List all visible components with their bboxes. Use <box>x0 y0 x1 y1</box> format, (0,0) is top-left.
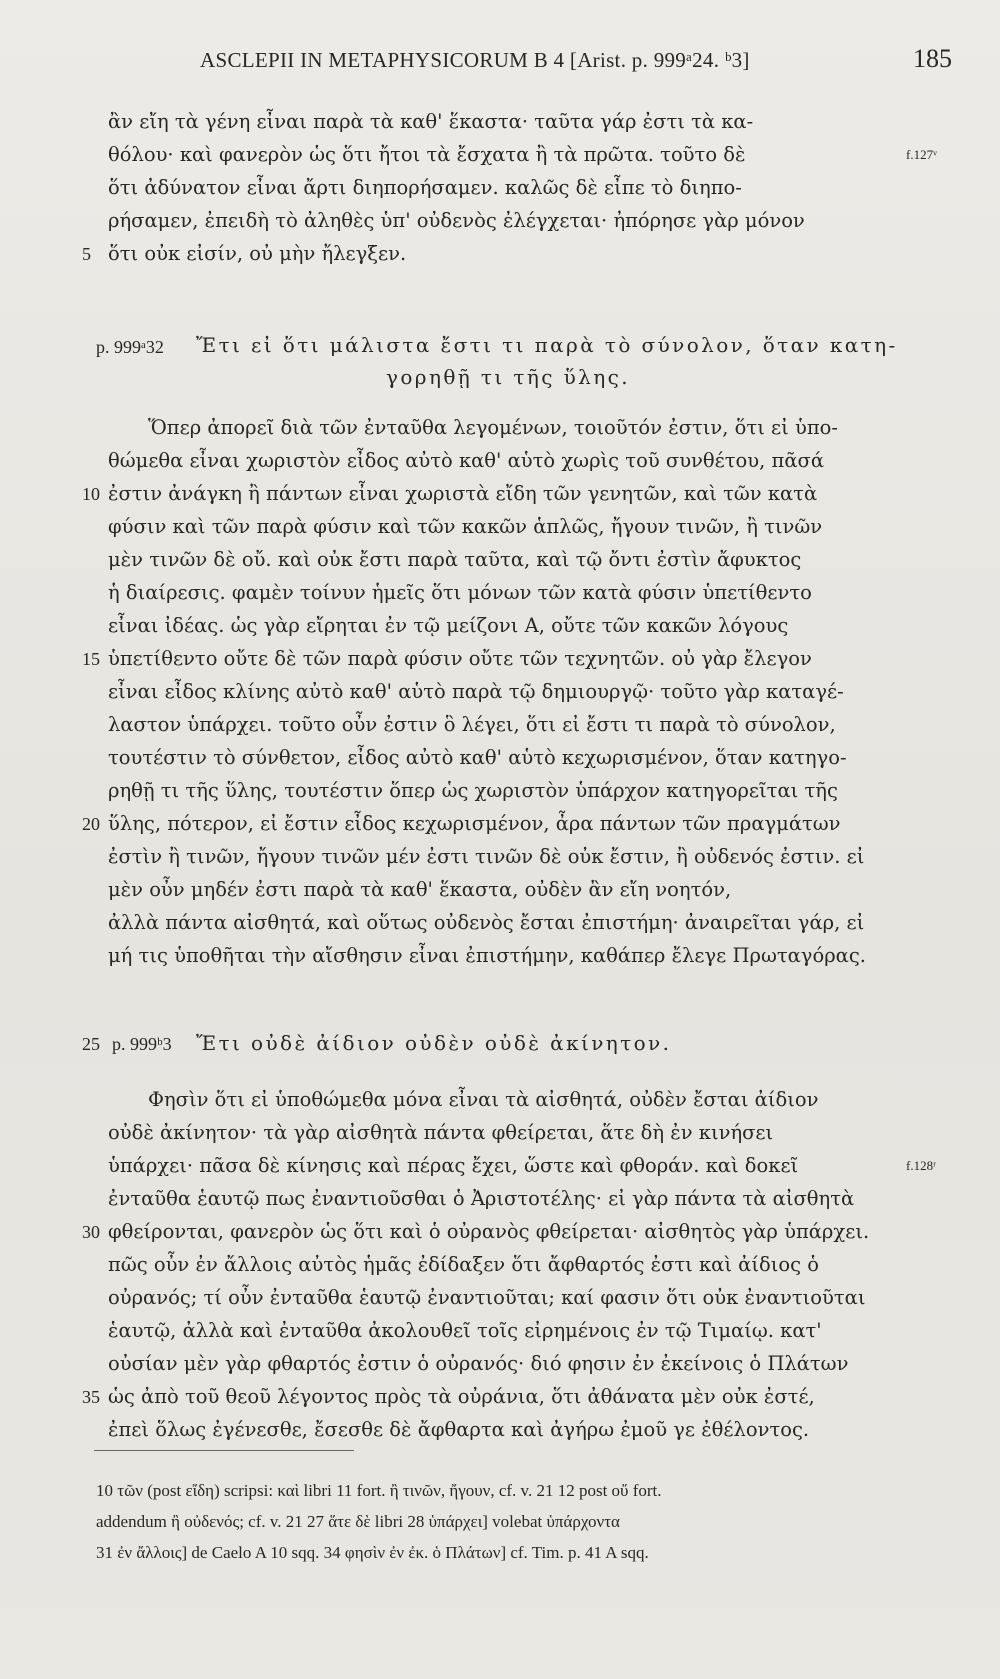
line-number: 10 <box>82 484 100 504</box>
footnote-separator <box>94 1450 354 1451</box>
text-line-2: θόλου· καὶ φανερὸν ὡς ὅτι ἤτοι τὰ ἔσχατα ἢ τὰ πρῶτα. τοῦτο δὲ <box>108 143 746 166</box>
text-line-24: οὐδὲ ἀκίνητον· τὰ γὰρ αἰσθητὰ πάντα φθείρεται, ἅτε δὴ ἐν κινήσει <box>108 1121 774 1144</box>
text-line-1: ἂν εἴη τὰ γένη εἶναι παρὰ τὰ καθ' ἕκαστα· ταῦτα γάρ ἐστι τὰ κα- <box>108 110 754 133</box>
text-line-21: ἀλλὰ πάντα αἰσθητά, καὶ οὕτως οὐδενὸς ἔσται ἐπιστήμη· ἀναιρεῖται γάρ, εἰ <box>108 911 865 934</box>
footnote-line: addendum ἢ οὐδενός; cf. v. 21 27 ἅτε δὲ libri 28 ὑπάρχει] volebat ὑπάρχοντα <box>96 1512 620 1531</box>
text-line-30: ἑαυτῷ, ἀλλὰ καὶ ἐνταῦθα ἀκολουθεῖ τοῖς εἰρημένοις ἐν τῷ Τιμαίῳ. κατ' <box>108 1319 822 1342</box>
text-line-22: μή τις ὑποθῆται τὴν αἴσθησιν εἶναι ἐπιστήμην, καθάπερ ἔλεγε Πρωταγόρας. <box>108 944 866 967</box>
line-number: 15 <box>82 649 100 669</box>
line-number: 5 <box>82 244 91 264</box>
text-line-23: Φησὶν ὅτι εἰ ὑποθώμεθα μόνα εἶναι τὰ αἰσθητά, οὐδὲν ἔσται ἀίδιον <box>148 1088 819 1111</box>
lemma-line: Ἔτι οὐδὲ ἀίδιον οὐδὲν οὐδὲ ἀκίνητον. <box>196 1031 672 1055</box>
lemma-line: Ἔτι εἰ ὅτι μάλιστα ἔστι τι παρὰ τὸ σύνολον, ὅταν κατη- <box>196 333 898 357</box>
text-line-4: ρήσαμεν, ἐπειδὴ τὸ ἀληθὲς ὑπ' οὐδενὸς ἐλέγχεται· ἠπόρησε γὰρ μόνον <box>108 209 805 232</box>
text-line-29: οὐρανός; τί οὖν ἐνταῦθα ἑαυτῷ ἐναντιοῦται; καί φασιν ὅτι οὐκ ἐναντιοῦται <box>108 1286 866 1309</box>
line-number: 30 <box>82 1222 100 1242</box>
text-line-26: ἐνταῦθα ἑαυτῷ πως ἐναντιοῦσθαι ὁ Ἀριστοτέλης· εἰ γὰρ πάντα τὰ αἰσθητὰ <box>108 1187 855 1210</box>
folio-mark: f.127ᵛ <box>906 147 937 162</box>
text-line-20: μὲν οὖν μηδέν ἐστι παρὰ τὰ καθ' ἕκαστα, οὐδὲν ἂν εἴη νοητόν, <box>108 878 732 901</box>
line-number: 35 <box>82 1387 100 1407</box>
text-line-32: ὡς ἀπὸ τοῦ θεοῦ λέγοντος πρὸς τὰ οὐράνια, ὅτι ἀθάνατα μὲν οὐκ ἐστέ, <box>108 1385 815 1408</box>
text-line-31: οὐσίαν μὲν γὰρ φθαρτός ἐστιν ὁ οὐρανός· διό φησιν ἐν ἐκείνοις ὁ Πλάτων <box>108 1352 849 1375</box>
line-number: 25 <box>82 1034 100 1054</box>
text-line-17: ρηθῇ τι τῆς ὕλης, τουτέστιν ὅπερ ὡς χωριστὸν ὑπάρχον κατηγορεῖται τῆς <box>108 779 838 802</box>
text-line-6: Ὅπερ ἀπορεῖ διὰ τῶν ἐνταῦθα λεγομένων, τοιοῦτόν ἐστιν, ὅτι εἰ ὑπο- <box>148 416 839 439</box>
text-line-15: λαστον ὑπάρχει. τοῦτο οὖν ἐστιν ὃ λέγει, ὅτι εἰ ἔστι τι παρὰ τὸ σύνολον, <box>108 713 836 736</box>
text-line-13: ὑπετίθεντο οὔτε δὲ τῶν παρὰ φύσιν οὔτε τῶν τεχνητῶν. οὐ γὰρ ἔλεγον <box>108 647 812 670</box>
text-line-10: μὲν τινῶν δὲ οὔ. καὶ οὐκ ἔστι παρὰ ταῦτα, καὶ τῷ ὄντι ἐστὶν ἄφυκτος <box>108 548 802 571</box>
text-line-3: ὅτι ἀδύνατον εἶναι ἄρτι διηπορήσαμεν. καλῶς δὲ εἶπε τὸ διηπο- <box>108 176 742 199</box>
text-line-14: εἶναι εἶδος κλίνης αὐτὸ καθ' αὑτὸ παρὰ τῷ δημιουργῷ· τοῦτο γὰρ καταγέ- <box>108 680 844 703</box>
text-line-19: ἐστὶν ἢ τινῶν, ἤγουν τινῶν μέν ἐστι τινῶν δὲ οὐκ ἔστιν, ἢ οὐδενός ἐστιν. εἰ <box>108 845 865 868</box>
lemma-line: γορηθῇ τι τῆς ὕλης. <box>386 365 630 389</box>
text-line-11: ἡ διαίρεσις. φαμὲν τοίνυν ἡμεῖς ὅτι μόνων τῶν κατὰ φύσιν ὑπετίθεντο <box>108 581 812 604</box>
footnote-line: 31 ἐν ἄλλοις] de Caelo A 10 sqq. 34 φησὶν ἐν ἐκ. ὁ Πλάτων] cf. Tim. p. 41 A sqq. <box>96 1543 649 1562</box>
text-line-7: θώμεθα εἶναι χωριστὸν εἶδος αὐτὸ καθ' αὑτὸ χωρὶς τοῦ συνθέτου, πᾶσά <box>108 449 824 472</box>
text-line-33: ἐπεὶ ὅλως ἐγένεσθε, ἔσεσθε δὲ ἄφθαρτα καὶ ἀγήρω ἐμοῦ γε ἐθέλοντος. <box>108 1418 810 1441</box>
lemma-reference: p. 999ᵃ32 <box>96 337 164 357</box>
text-line-9: φύσιν καὶ τῶν παρὰ φύσιν καὶ τῶν κακῶν ἁπλῶς, ἤγουν τινῶν, ἢ τινῶν <box>108 515 823 538</box>
text-line-16: τουτέστιν τὸ σύνθετον, εἶδος αὐτὸ καθ' αὑτὸ κεχωρισμένον, ὅταν κατηγο- <box>108 746 847 769</box>
lemma-reference: p. 999ᵇ3 <box>112 1034 172 1054</box>
text-line-25: ὑπάρχει· πᾶσα δὲ κίνησις καὶ πέρας ἔχει, ὥστε καὶ φθοράν. καὶ δοκεῖ <box>108 1154 799 1177</box>
footnote-line: 10 τῶν (post εἴδη) scripsi: καὶ libri 11 fort. ἢ τινῶν, ἤγουν, cf. v. 21 12 post οὔ fort. <box>96 1481 662 1500</box>
text-line-18: ὕλης, πότερον, εἰ ἔστιν εἶδος κεχωρισμένον, ἆρα πάντων τῶν πραγμάτων <box>108 812 841 835</box>
text-line-8: ἐστιν ἀνάγκη ἢ πάντων εἶναι χωριστὰ εἴδη τῶν γενητῶν, καὶ τῶν κατὰ <box>108 482 818 505</box>
text-line-12: εἶναι ἰδέας. ὡς γὰρ εἴρηται ἐν τῷ μείζονι Α, οὔτε τῶν κακῶν λόγους <box>108 614 789 637</box>
text-line-5: ὅτι οὐκ εἰσίν, οὐ μὴν ἤλεγξεν. <box>108 242 407 265</box>
line-number: 20 <box>82 814 100 834</box>
folio-mark: f.128ʳ <box>906 1158 936 1173</box>
text-line-28: πῶς οὖν ἐν ἄλλοις αὐτὸς ἡμᾶς ἐδίδαξεν ὅτι ἄφθαρτός ἐστι καὶ ἀίδιος ὁ <box>108 1253 819 1276</box>
running-title: ASCLEPII IN METAPHYSICORUM B 4 [Arist. p. 999ᵃ24. ᵇ3] <box>200 48 750 72</box>
text-line-27: φθείρονται, φανερὸν ὡς ὅτι καὶ ὁ οὐρανὸς φθείρεται· αἰσθητὸς γὰρ ὑπάρχει. <box>108 1220 870 1243</box>
page-number: 185 <box>913 44 952 73</box>
running-header <box>200 44 952 88</box>
